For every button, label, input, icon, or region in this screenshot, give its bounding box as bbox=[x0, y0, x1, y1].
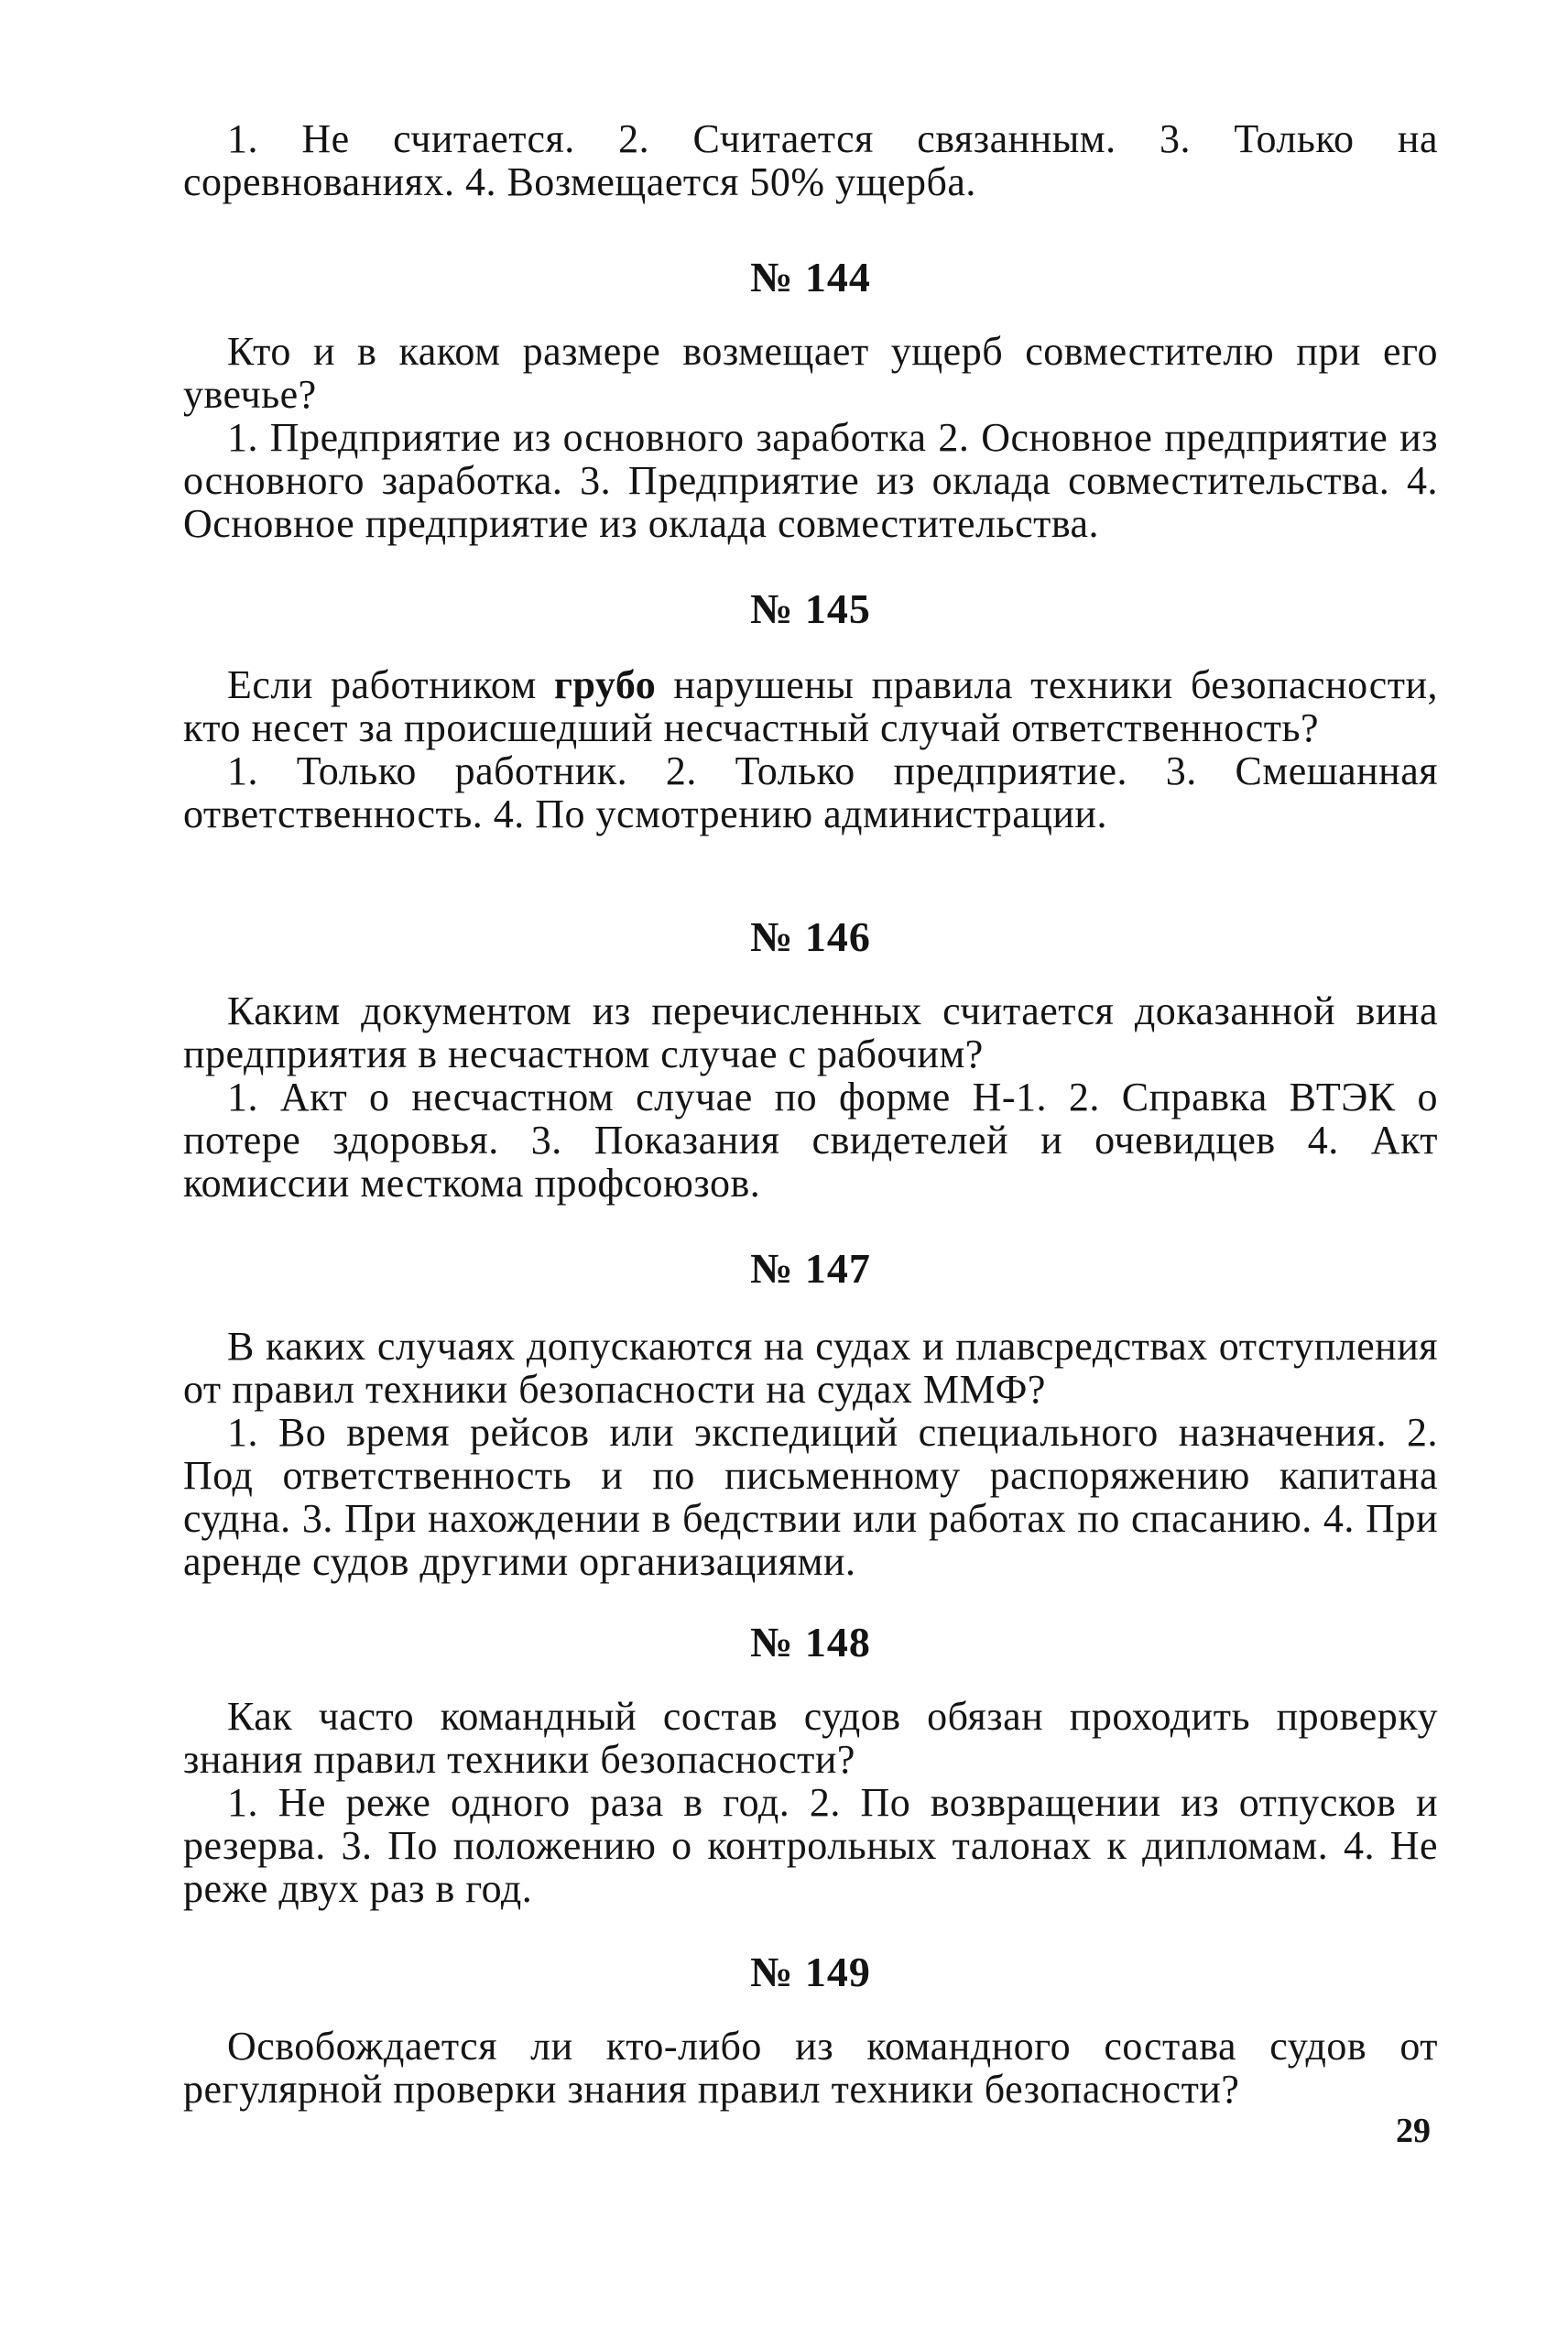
item-144-block bbox=[183, 330, 1438, 545]
item-146-question: Каким документом из перечисленных считается доказанной вина предприятия в несчастном случае с рабочим? bbox=[183, 988, 1438, 1076]
item-number-148: № 148 bbox=[750, 1619, 871, 1665]
continuation-block bbox=[183, 117, 1438, 203]
item-145-answers: 1. Только работник. 2. Только предприятие. 3. Смешанная ответственность. 4. По усмотрению администрации. bbox=[183, 748, 1438, 836]
item-147-block bbox=[183, 1325, 1438, 1583]
item-144-question: Кто и в каком размере возмещает ущерб совместителю при его увечье? bbox=[183, 329, 1438, 417]
item-number-147: № 147 bbox=[750, 1245, 871, 1292]
item-145-block bbox=[183, 663, 1438, 835]
item-148-block bbox=[183, 1695, 1438, 1910]
item-147-question: В каких случаях допускаются на судах и плавсредствах отступления от правил техники безопасности на судах ММФ? bbox=[183, 1324, 1438, 1412]
item-146-answers: 1. Акт о несчастном случае по форме Н-1. 2. Справка ВТЭК о потере здоровья. 3. Показания свидетелей и очевидцев 4. Акт комиссии месткома профсоюзов. bbox=[183, 1075, 1438, 1206]
continuation-answers: 1. Не считается. 2. Считается связанным. 3. Только на соревнованиях. 4. Возмещается 50% ущерба. bbox=[183, 116, 1438, 204]
item-145-question-end: нарушены правила техники безопасности, кто несет за происшедший несчастный случай ответственность? bbox=[183, 662, 1438, 750]
item-number-145: № 145 bbox=[750, 585, 871, 632]
item-149-block bbox=[183, 2025, 1438, 2111]
item-number-146: № 146 bbox=[750, 913, 871, 960]
item-number-149: № 149 bbox=[750, 1949, 871, 1995]
page-number: 29 bbox=[1396, 2112, 1431, 2150]
item-148-answers: 1. Не реже одного раза в год. 2. По возвращении из отпусков и резерва. 3. По положению о контрольных талонах к дипломам. 4. Не реже двух раз в год. bbox=[183, 1780, 1438, 1911]
item-149-question: Освобождается ли кто-либо из командного состава судов от регулярной проверки знания правил техники безопасности? bbox=[183, 2024, 1438, 2112]
item-148-question: Как часто командный состав судов обязан проходить проверку знания правил техники безопасности? bbox=[183, 1694, 1438, 1782]
item-144-answers: 1. Предприятие из основного заработка 2. Основное предприятие из основного заработка. 3. Предприятие из оклада совместительства. 4. Основное предприятие из оклада совместительства. bbox=[183, 415, 1438, 546]
item-number-144: № 144 bbox=[750, 254, 871, 300]
item-147-answers: 1. Во время рейсов или экспедиций специального назначения. 2. Под ответственность и по письменному распоряжению капитана судна. 3. При нахождении в бедствии или работах по спасанию. 4. При аренде судов другими организациями. bbox=[183, 1410, 1438, 1584]
item-145-question bbox=[183, 663, 1438, 749]
item-145-question-start: Если работником bbox=[227, 662, 555, 707]
item-146-block bbox=[183, 989, 1438, 1205]
item-145-question-emphasis: грубо bbox=[554, 662, 657, 707]
